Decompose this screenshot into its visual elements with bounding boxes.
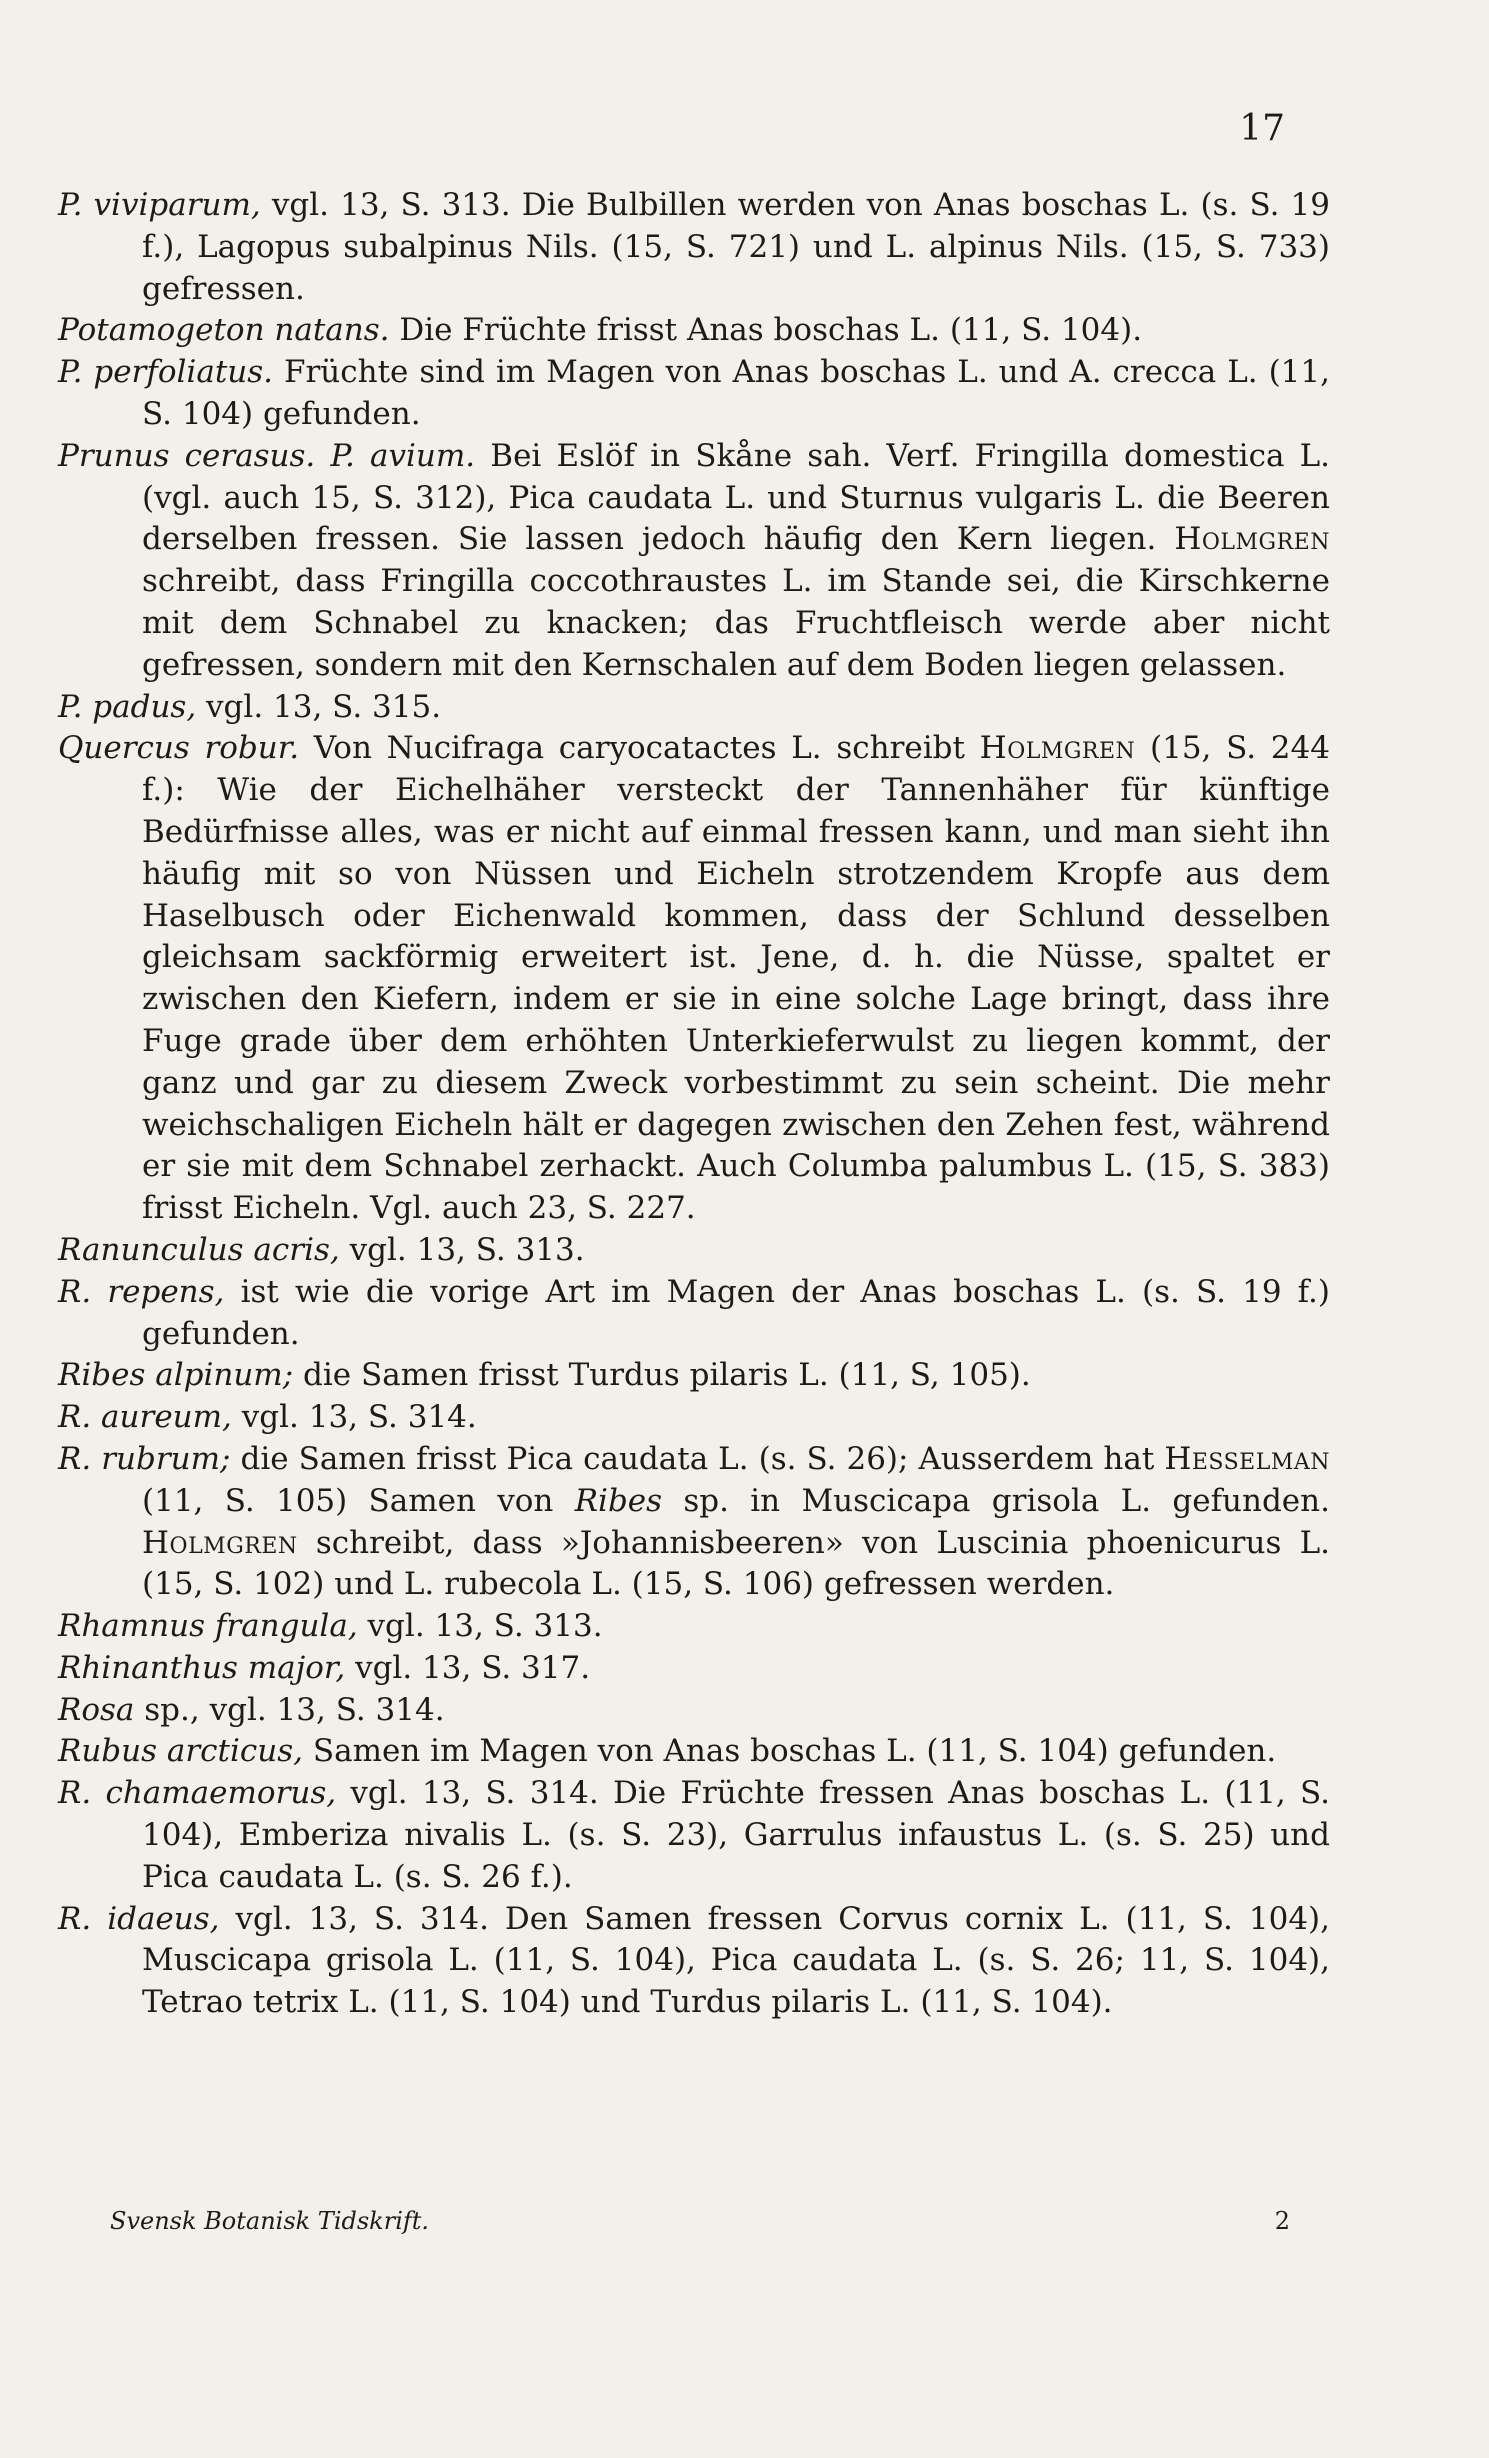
author-name: Holmgren [1174, 521, 1330, 558]
entry-ranunculus-acris [58, 1230, 1330, 1272]
entry-text: schreibt, dass Fringilla coccothraustes L. im Stande sei, die Kirschkerne mit dem Schnabel zu knacken; das Fruchtfleisch werde aber nicht gefressen, sondern mit den Kernschalen auf dem Boden liegen gelassen. [142, 563, 1330, 683]
entry-term: Rhamnus frangula, [58, 1608, 358, 1645]
entry-prunus-cerasus-avium [58, 436, 1330, 687]
entry-rhamnus-frangula [58, 1606, 1330, 1648]
entry-rubus-idaeus [58, 1899, 1330, 2024]
entry-rhinanthus-major [58, 1648, 1330, 1690]
entry-term: Rhinanthus major, [58, 1649, 346, 1686]
entry-text: vgl. 13, S. 315. [206, 688, 442, 725]
entry-term: Rubus arcticus, [58, 1733, 304, 1770]
entry-text: die Samen frisst Pica caudata L. (s. S. 26); Ausserdem hat [240, 1440, 1155, 1477]
page-number: 17 [1239, 108, 1285, 149]
sheet-number: 2 [1274, 2207, 1290, 2235]
entry-rubus-arcticus [58, 1731, 1330, 1773]
inline-term: Ribes [574, 1482, 663, 1519]
body-text [58, 185, 1330, 2024]
entry-term: R. idaeus, [58, 1900, 220, 1937]
author-name: Holmgren [142, 1524, 298, 1561]
entry-rubus-chamaemorus [58, 1773, 1330, 1898]
entry-text: schreibt, dass »Johannisbeeren» von Luscinia phoenicurus L. (15, S. 102) und L. rubecola L. (15, S. 106) gefressen werden. [142, 1524, 1331, 1603]
entry-potamogeton-perfoliatus [58, 352, 1330, 436]
entry-text: vgl. 13, S. 313. [349, 1231, 585, 1268]
entry-ranunculus-repens [58, 1272, 1330, 1356]
entry-text: Von Nucifraga caryocatactes L. schreibt [313, 730, 965, 767]
entry-text: vgl. 13, S. 313. [367, 1608, 603, 1645]
page-footer [110, 2207, 1290, 2235]
entry-term: R. aureum, [58, 1399, 232, 1436]
entry-text: sp., vgl. 13, S. 314. [144, 1691, 445, 1728]
entry-quercus-robur [58, 728, 1330, 1230]
entry-term: P. padus, [58, 688, 197, 725]
entry-text: Früchte sind im Magen von Anas boschas L. und A. crecca L. (11, S. 104) gefunden. [142, 354, 1330, 432]
entry-ribes-rubrum [58, 1439, 1330, 1606]
entry-prunus-padus [58, 687, 1330, 729]
author-name: Hesselman [1164, 1440, 1330, 1477]
entry-text: Bei Eslöf in Skåne sah. Verf. Fringilla domestica L. (vgl. auch 15, S. 312), Pica caudata L. und Sturnus vulgaris L. die Beeren derselben fressen. Sie lassen jedoch häufig den Kern liegen. [142, 437, 1331, 558]
entry-ribes-aureum [58, 1397, 1330, 1439]
entry-term: P. perfoliatus. [58, 354, 274, 391]
entry-text: vgl. 13, S. 314. Die Früchte fressen Anas boschas L. (11, S. 104), Emberiza nivalis L. (s. S. 23), Garrulus infaustus L. (s. S. 25) und Pica caudata L. (s. S. 26 f.). [142, 1775, 1331, 1895]
entry-term: R. rubrum; [58, 1440, 231, 1477]
entry-term: Ranunculus acris, [58, 1231, 340, 1268]
entry-term: R. chamaemorus, [58, 1775, 337, 1812]
entry-ribes-alpinum [58, 1355, 1330, 1397]
entry-text: sp. in Muscicapa grisola L. gefunden. [683, 1482, 1330, 1519]
entry-term: Ribes alpinum; [58, 1357, 294, 1394]
entry-text: ist wie die vorige Art im Magen der Anas boschas L. (s. S. 19 f.) gefunden. [142, 1273, 1330, 1352]
entry-text: Die Früchte frisst Anas boschas L. (11, S. 104). [399, 312, 1143, 349]
entry-term: Potamogeton natans. [58, 312, 390, 349]
entry-rosa [58, 1690, 1330, 1732]
entry-text: vgl. 13, S. 314. [241, 1399, 477, 1436]
entry-text: vgl. 13, S. 317. [355, 1649, 591, 1686]
entry-potamogeton-natans [58, 310, 1330, 352]
entry-text: die Samen frisst Turdus pilaris L. (11, S, 105). [303, 1357, 1031, 1394]
entry-polygonum-viviparum [58, 185, 1330, 310]
entry-term: Rosa [58, 1691, 135, 1728]
entry-term: Prunus cerasus. [58, 437, 316, 474]
entry-term: P. viviparum, [58, 187, 261, 223]
journal-title: Svensk Botanisk Tidskrift. [110, 2207, 430, 2235]
entry-term: Quercus robur. [58, 730, 300, 767]
entry-text: (15, S. 244 f.): Wie der Eichelhäher versteckt der Tannenhäher für künftige Bedürfnisse alles, was er nicht auf einmal fressen kann, und man sieht ihn häufig mit so von Nüssen und Eicheln strotzendem Kropfe aus dem Haselbusch oder Eichenwald kommen, dass der Schlund desselben gleichsam sackförmig erweitert ist. Jene, d. h. die Nüsse, spaltet er zwischen den Kiefern, indem er sie in eine solche Lage bringt, dass ihre Fuge grade über dem erhöhten Unterkieferwulst zu liegen kommt, der ganz und gar zu diesem Zweck vorbestimmt zu sein scheint. Die mehr weichschaligen Eicheln hält er dagegen zwischen den Zehen fest, während er sie mit dem Schnabel zerhackt. Auch Columba palumbus L. (15, S. 383) frisst Eicheln. Vgl. auch 23, S. 227. [142, 730, 1330, 1227]
entry-term-secondary: P. avium. [330, 437, 476, 474]
entry-term: R. repens, [58, 1273, 225, 1310]
entry-text: (11, S. 105) Samen von [142, 1482, 554, 1519]
entry-text: Samen im Magen von Anas boschas L. (11, S. 104) gefunden. [312, 1733, 1277, 1770]
author-name: Holmgren [979, 730, 1136, 767]
entry-text: vgl. 13, S. 313. Die Bulbillen werden von Anas boschas L. (s. S. 19 f.), Lagopus subalpinus Nils. (15, S. 721) und L. alpinus Nils. (15, S. 733) gefressen. [142, 187, 1330, 307]
entry-text: vgl. 13, S. 314. Den Samen fressen Corvus cornix L. (11, S. 104), Muscicapa grisola L. (11, S. 104), Pica caudata L. (s. S. 26; 11, S. 104), Tetrao tetrix L. (11, S. 104) und Turdus pilaris L. (11, S. 104). [142, 1900, 1330, 2021]
